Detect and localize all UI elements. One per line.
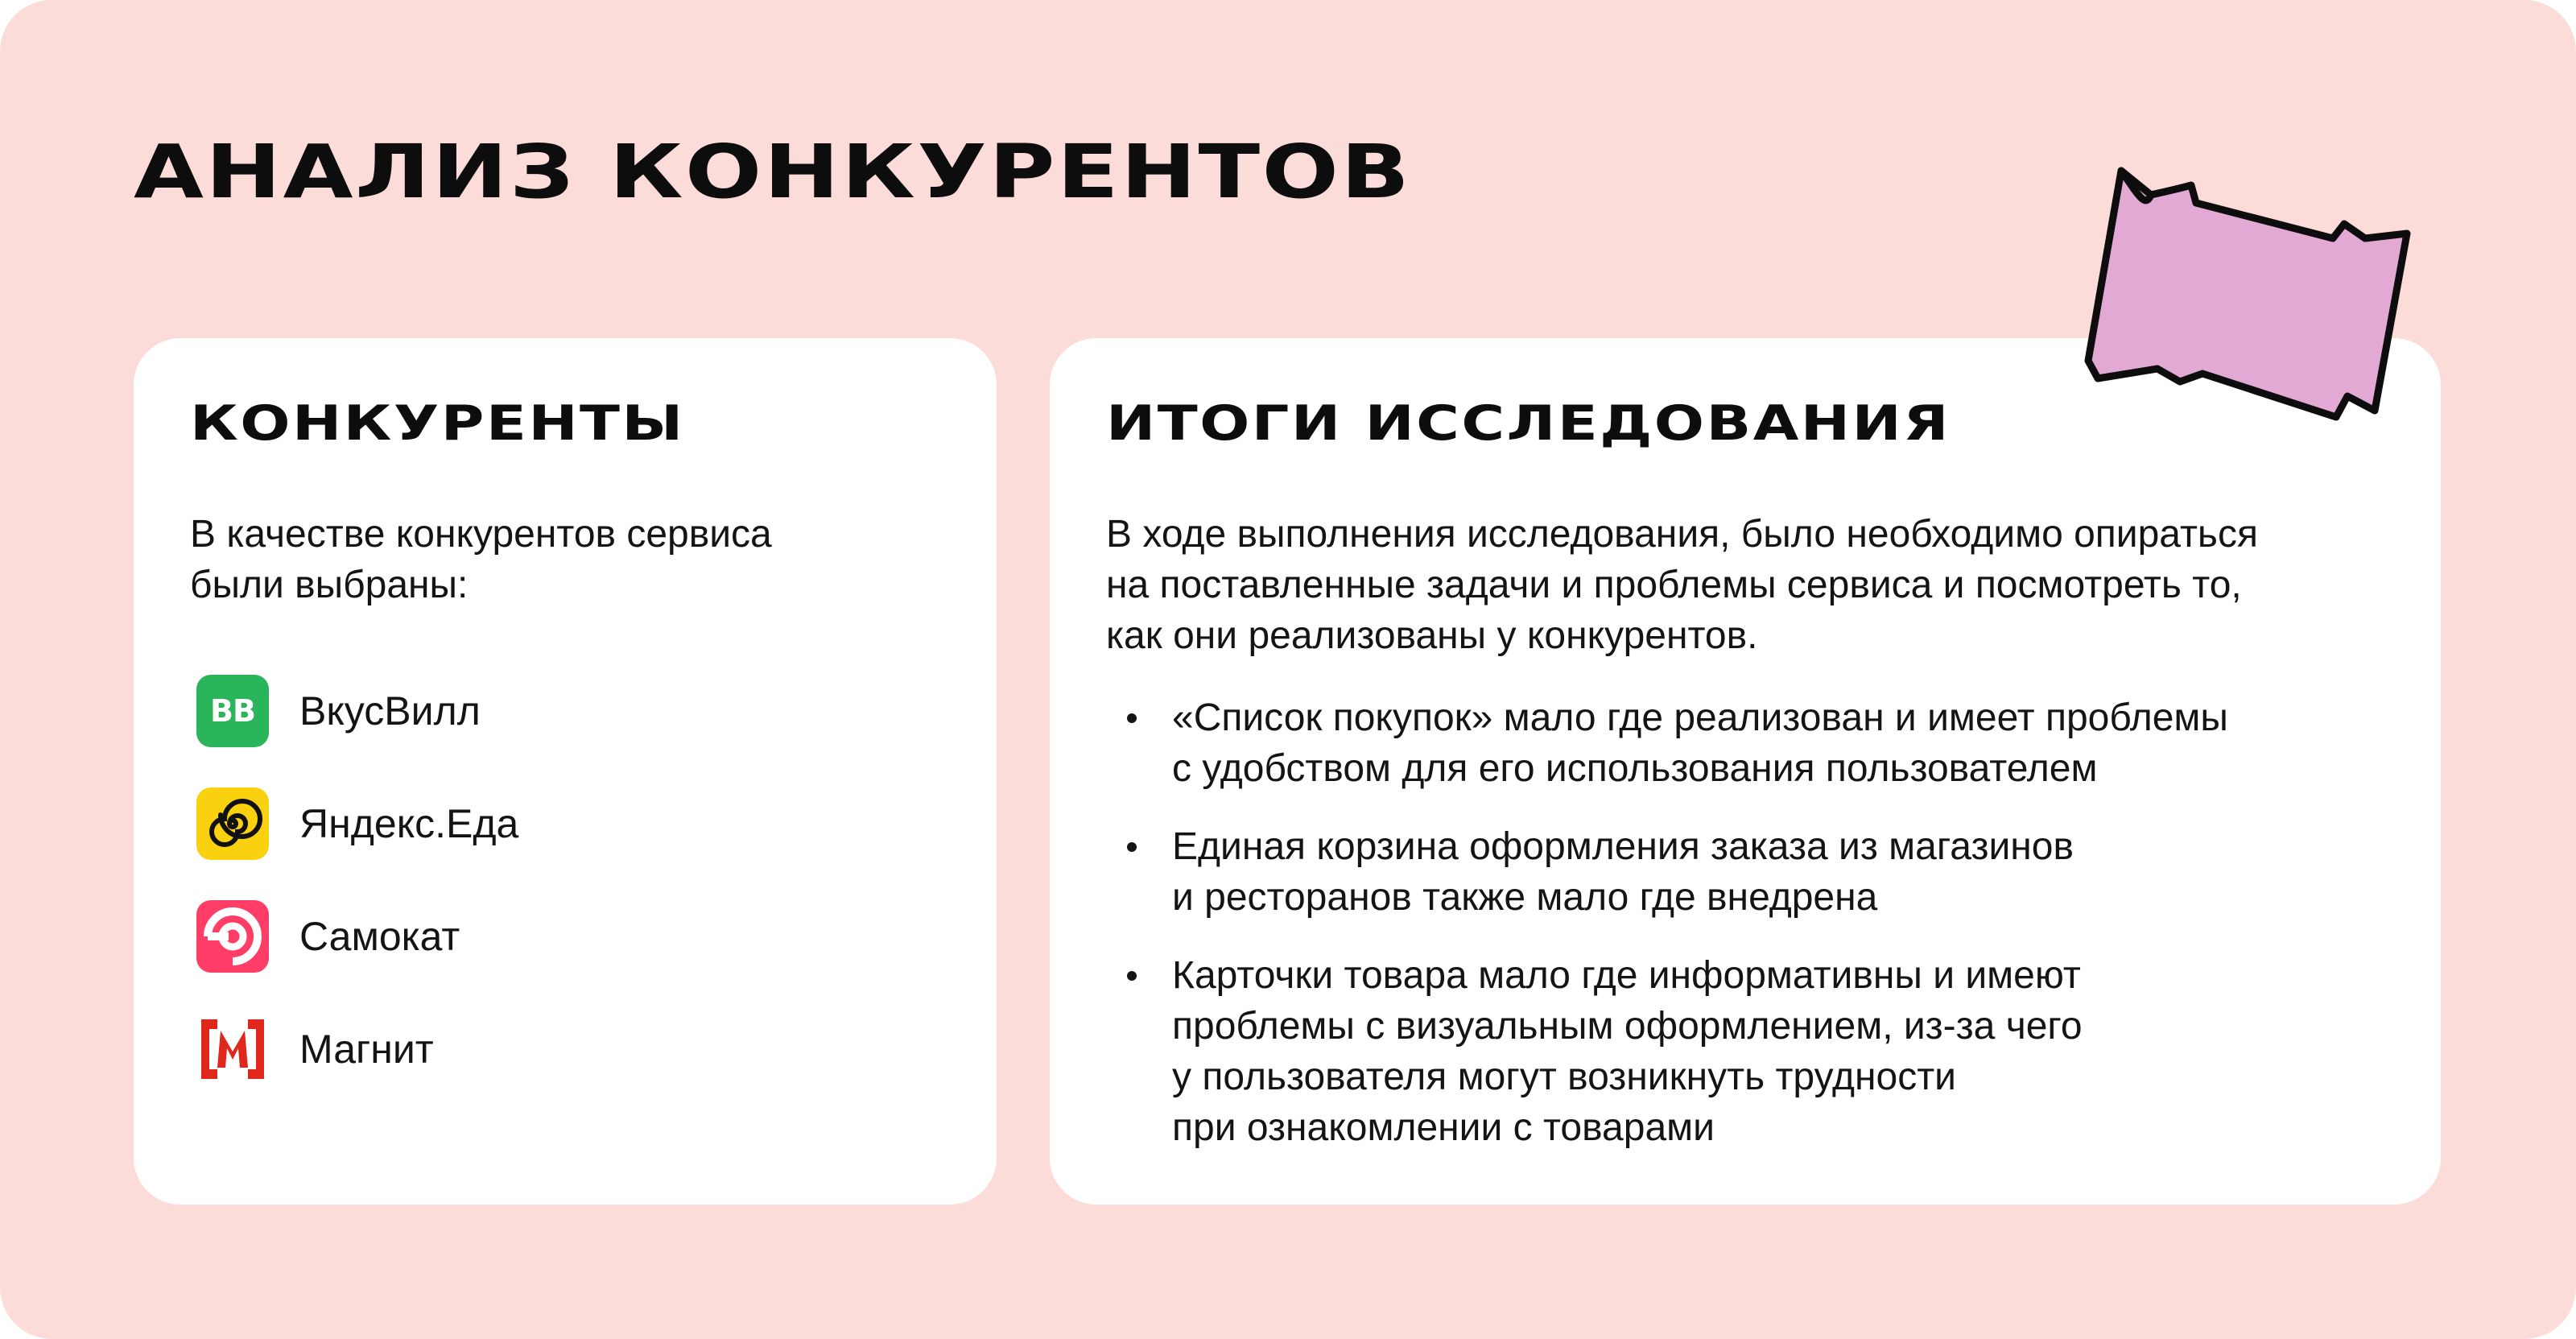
bullet-dot-icon <box>1127 713 1137 723</box>
competitor-name: Самокат <box>299 914 460 959</box>
competitors-card <box>134 338 997 1205</box>
competitor-name: Яндекс.Еда <box>299 801 519 846</box>
samokat-logo-icon <box>196 900 269 973</box>
competitors-intro: В качестве конкурентов сервиса были выбраны: <box>190 513 772 606</box>
competitor-name: ВкусВилл <box>299 688 481 734</box>
competitor-item-magnit <box>196 1013 518 1085</box>
yandex-eda-logo-icon <box>196 787 269 860</box>
list-item: Единая корзина оформления заказа из магазинов и ресторанов также мало где внедрена <box>1108 821 2228 923</box>
competitor-item-yandex-eda <box>196 787 518 860</box>
results-title: ИТОГИ ИССЛЕДОВАНИЯ <box>1106 395 1951 452</box>
page-title: АНАЛИЗ КОНКУРЕНТОВ <box>134 129 1412 215</box>
competitors-list <box>196 675 518 1126</box>
competitors-title: КОНКУРЕНТЫ <box>190 395 685 452</box>
list-item: «Список покупок» мало где реализован и имеет проблемы с удобством для его использования пользователем <box>1108 692 2228 794</box>
bullet-dot-icon <box>1127 971 1137 981</box>
results-list <box>1108 692 2228 1180</box>
competitor-name: Магнит <box>299 1027 434 1072</box>
magnit-logo-icon <box>196 1013 269 1085</box>
vkusvill-logo-icon <box>196 675 269 747</box>
competitor-item-vkusvill <box>196 675 518 747</box>
candy-sticker-icon <box>2061 161 2431 435</box>
results-card <box>1050 338 2441 1205</box>
vkusvill-logo-text: ВВ <box>210 693 255 729</box>
competitor-item-samokat <box>196 900 518 973</box>
bullet-dot-icon <box>1127 842 1137 852</box>
list-item: Карточки товара мало где информативны и имеют проблемы с визуальным оформлением, из-за чего у пользователя могут возникнуть трудности при ознакомлении с товарами <box>1108 950 2228 1153</box>
results-intro: В ходе выполнения исследования, было необходимо опираться на поставленные задачи и проблемы сервиса и посмотреть то, как они реализованы у конкурентов. <box>1106 513 2258 657</box>
